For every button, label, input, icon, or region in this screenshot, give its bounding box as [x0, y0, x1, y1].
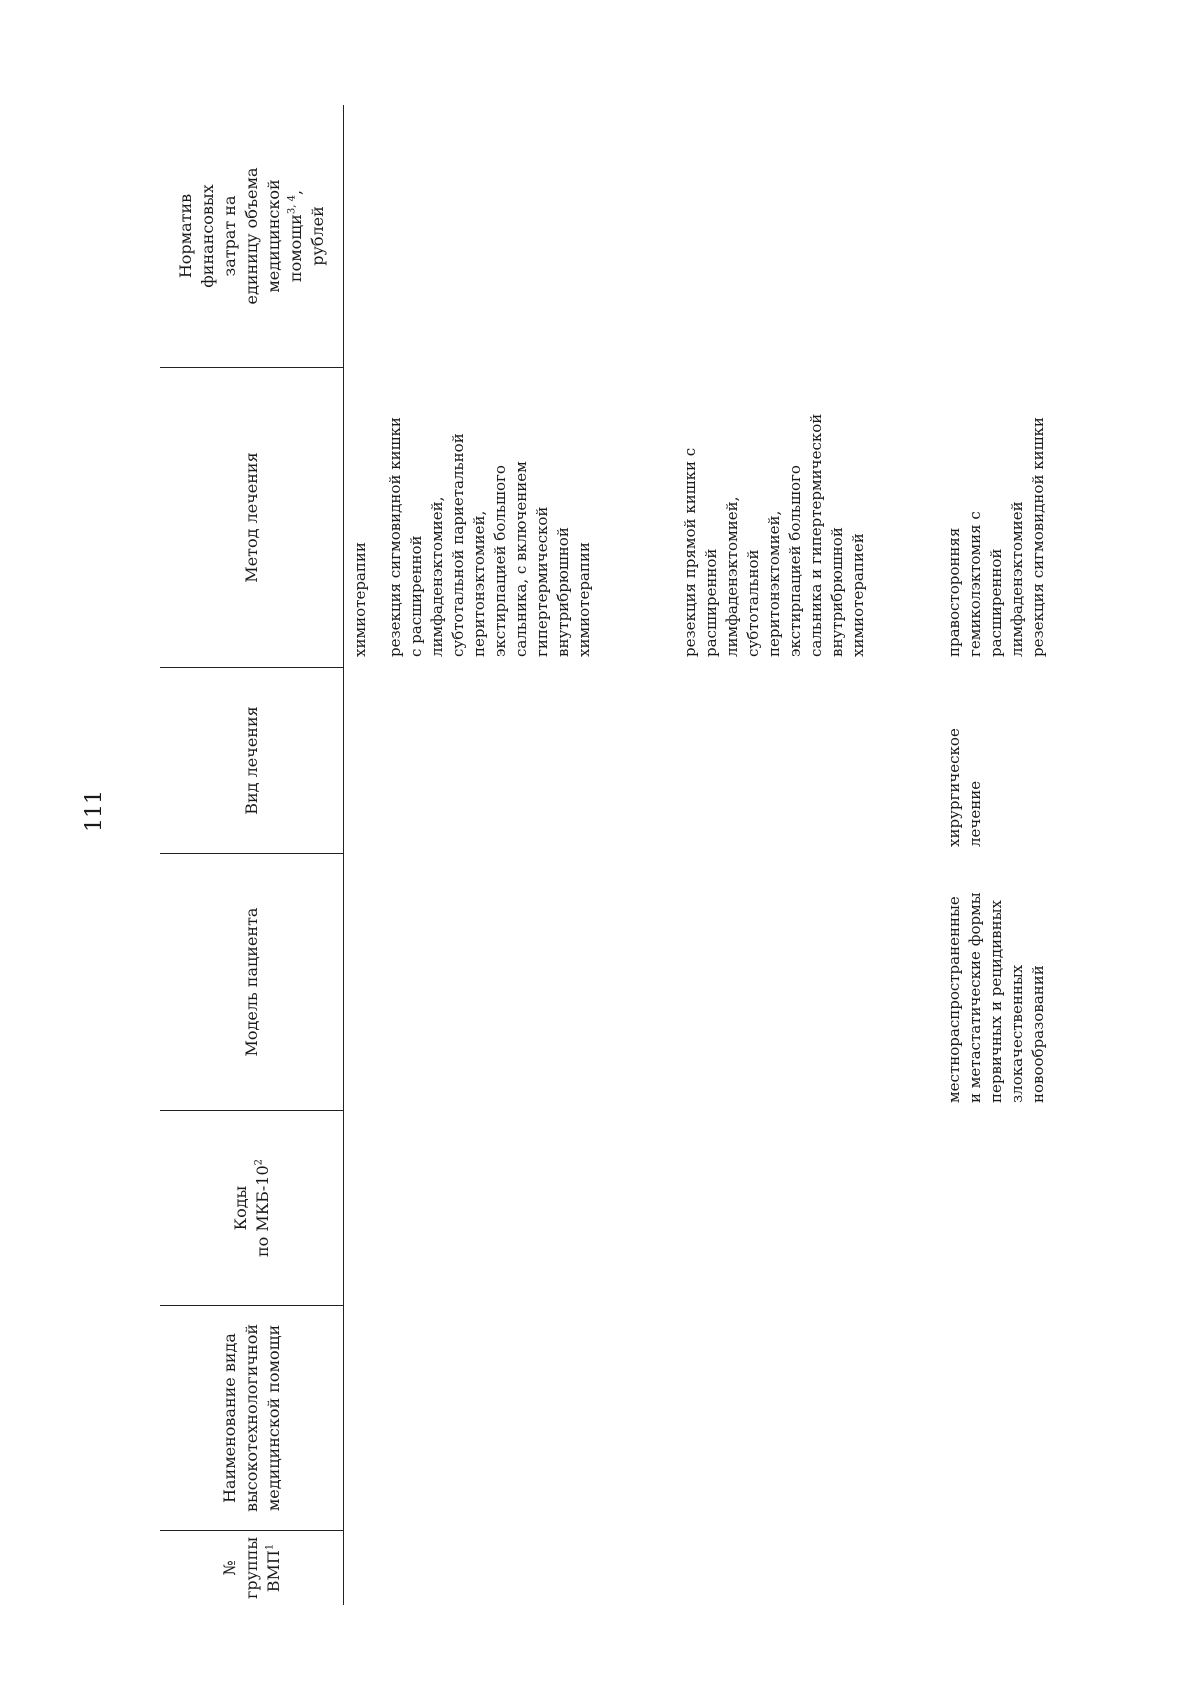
method-line: лимфаденэктомией,: [723, 496, 741, 657]
header-divider: [343, 105, 344, 1605]
header-icd-codes: [160, 1110, 343, 1305]
model-line: и метастатические формы: [966, 892, 984, 1103]
method-line: лимфаденэктомией,: [428, 496, 446, 657]
header-text: группы: [241, 1536, 261, 1600]
method-line: резекция прямой кишки с: [681, 447, 699, 657]
method-line: перитонэктомией,: [765, 510, 783, 657]
header-text: Метод лечения: [241, 452, 261, 583]
method-line: внутрибрюшной: [554, 527, 572, 657]
header-patient-model: [160, 853, 343, 1110]
model-line: новообразований: [1029, 965, 1047, 1103]
model-line: злокачественных: [1008, 964, 1026, 1103]
header-text: Вид лечения: [241, 706, 261, 815]
header-text: помощи$^{3, 4}$,: [285, 189, 305, 283]
method-line: сальника и гипертермической: [807, 413, 825, 657]
header-text: ВМП$^1$: [263, 1543, 283, 1593]
method-line: расширенной: [702, 548, 720, 657]
method-line: расширенной: [987, 548, 1005, 657]
method-line: химиотерапии: [351, 542, 369, 657]
header-text: медицинской помощи: [263, 1324, 283, 1512]
method-line: резекция сигмовидной кишки: [386, 417, 404, 657]
method-line: правосторонняя: [945, 527, 963, 657]
method-line: гемиколэктомия с: [966, 511, 984, 657]
header-text: финансовых: [197, 184, 217, 288]
method-line: субтотальной париетальной: [449, 433, 467, 657]
method-line: химиотерапией: [849, 533, 867, 657]
header-text: высокотехнологичной: [241, 1324, 261, 1512]
treatment-type-line: лечение: [966, 780, 984, 847]
header-vmp-name: [160, 1305, 343, 1530]
method-line: с расширенной: [407, 535, 425, 657]
header-text: Норматив: [175, 193, 195, 279]
header-treatment-type: [160, 667, 343, 853]
method-line: лимфаденэктомией: [1008, 501, 1026, 657]
treatment-type-line: хирургическое: [945, 728, 963, 847]
treatment-type-cell: [944, 667, 986, 847]
method-line: химиотерапии: [575, 542, 593, 657]
method-line: внутрибрюшной: [828, 527, 846, 657]
footnote-mark: 3, 4: [286, 195, 298, 215]
method-line: субтотальной: [744, 549, 762, 657]
footnote-mark: 2: [253, 1158, 265, 1166]
header-group-number: [160, 1530, 343, 1605]
header-cost-norm: [160, 105, 343, 367]
method-line: гипертермической: [533, 506, 551, 657]
header-text: №: [219, 1560, 239, 1576]
model-line: первичных и рецидивных: [987, 900, 1005, 1103]
method-line: экстирпацией большого: [786, 465, 804, 657]
method-cell: [680, 365, 869, 657]
header-treatment-method: [160, 367, 343, 667]
header-text: Коды: [230, 1185, 250, 1231]
footnote-mark: 1: [264, 1543, 276, 1551]
header-text: Наименование вида: [219, 1333, 239, 1503]
method-line: сальника, с включением: [512, 461, 530, 657]
vmp-table: [160, 105, 1090, 1605]
model-line: местнораспространенные: [945, 896, 963, 1103]
header-text: затрат на: [219, 195, 239, 277]
method-line: перитонэктомией,: [470, 510, 488, 657]
header-text: медицинской: [263, 179, 283, 293]
method-cell: [944, 365, 1049, 657]
patient-model-cell: [944, 853, 1049, 1103]
method-line: экстирпацией большого: [491, 465, 509, 657]
method-line: резекция сигмовидной кишки: [1029, 417, 1047, 657]
header-text: рублей: [307, 206, 327, 266]
method-cell: [385, 365, 595, 657]
header-text: Модель пациента: [241, 907, 261, 1057]
header-text: единицу объема: [241, 167, 261, 305]
method-cell: [350, 365, 371, 657]
page-number: 111: [82, 790, 107, 832]
header-text: по МКБ-$10^2$: [252, 1158, 272, 1258]
